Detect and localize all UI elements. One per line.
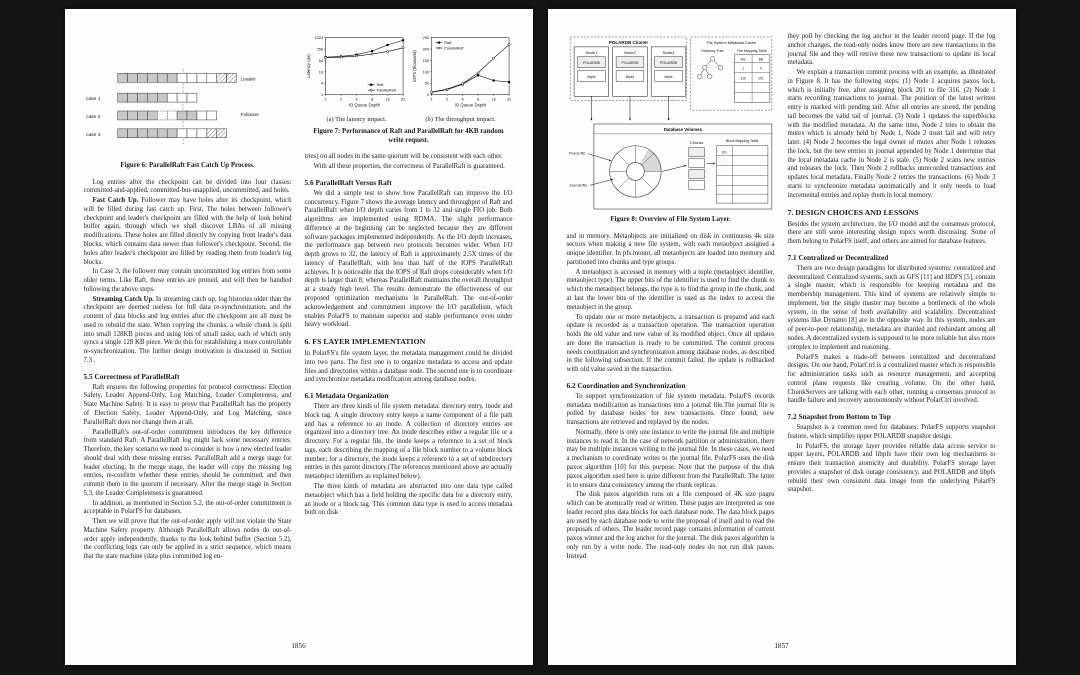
svg-text:4: 4 [320, 80, 323, 86]
polardb-label: POLARDB [620, 61, 638, 66]
section-heading: 6.2 Coordination and Synchronization [566, 380, 686, 390]
figure8-cache-label: File System Metadata Cache [706, 40, 756, 45]
page-1856 [65, 9, 533, 665]
svg-text:IOPS (thousand): IOPS (thousand) [411, 50, 417, 83]
svg-text:ParallelRaft: ParallelRaft [443, 46, 464, 51]
figure8-paxos-label: Paxos file [568, 151, 585, 156]
paragraph: ParallelRaft's out-of-order commitment introduces the key difference from standard Raft. A ParallelRaft log might lack some necessary entries. Therefore, the key scenario we need to consider is how a new elected leader should deal with these missing entries. ParallelRaft add a merge stage for leader electing. In the merge stage, the leader will copy the missing log entries, re-confirm whether these entries should be committed, and then commit them in the quorum if necessary. After the merge stage in Section 5.3, the Leader Completeness is guaranteed. [83, 428, 292, 497]
svg-text:ParallelRaft: ParallelRaft [376, 88, 396, 93]
svg-text:8: 8 [476, 96, 479, 102]
svg-text:50: 50 [424, 80, 429, 86]
bmt-cell: … [722, 160, 726, 165]
svg-text:4: 4 [460, 96, 464, 102]
svg-text:Raft: Raft [376, 83, 383, 88]
svg-text:IO Queue Depth: IO Queue Depth [348, 102, 380, 108]
libpfs-label: libpfs [663, 75, 673, 80]
page1857-column-right [788, 33, 996, 562]
figure8-cluster-label: POLARDB Cluster [608, 39, 648, 45]
svg-text:16: 16 [384, 96, 390, 102]
page1857-column-left [567, 33, 775, 562]
page-1857 [548, 9, 1016, 665]
figure8-fmt-label: File Mapping Table [736, 48, 767, 53]
section-heading: 6.1 Metadata Organization [304, 391, 389, 401]
svg-text:0: 0 [426, 92, 429, 98]
polardb-label: POLARDB [582, 61, 600, 66]
svg-text:Latency (us): Latency (us) [305, 54, 311, 78]
fmt-cell: 201 [757, 76, 764, 81]
fmt-header-blk: Blk [758, 57, 763, 62]
figure8-node2 [612, 47, 647, 120]
paragraph: There are two design paradigms for distributed systems: centralized and decentralized. Centralized systems, such as GFS [11] and HDFS [5], contain a single master, which is responsible for keeping metadata and the membership management. This kind of systems are relatively simple to implement, but the single master may become a bottleneck of the whole system, in the sense of both availability and scalability. Decentralized systems like Dynamo [8] are in the opposite way. In this system, nodes are of peer-to-peer relationship, metadata are sharded and redundant among all nodes. A decentralized system is supposed to be more reliable but also more complex to implement and reasoning. [787, 264, 996, 351]
section-heading: 7.1 Centralized or Decentralized [787, 252, 889, 262]
page1856-column-left [84, 33, 292, 563]
paragraph: To support synchronization of file system metadata, PolarFS records metadata modification as transactions into a journal file.The journal file is polled by database nodes for new transactions. Once found, new transactions are retrieved and replayed by the nodes. [566, 392, 775, 427]
figure-7-caption: Figure 7: Performance of Raft and ParallelRaft for 4KB random write request. [313, 128, 504, 144]
paragraph: Then we will prove that the out-of-order apply will not violate the State Machine Safety property. Although ParallelRaft allows nodes do out-of-order apply independently, thanks to the look behind buffer (Section 5.2), the conflicting logs can only be applied in a strict sequence, which means that the state machine (data plus committed log en- [83, 518, 292, 561]
svg-text:8: 8 [370, 96, 373, 102]
paragraph: The three kinds of metadata are abstracted into one data type called metaobject which has a field holding the specific data for a directory entry, an inode or a block tag. This common data type is used to access metadata both on disk [304, 482, 513, 517]
svg-text:1: 1 [324, 96, 327, 102]
figure8-chunks-label: Chunks [689, 139, 703, 145]
svg-text:2: 2 [445, 96, 448, 102]
figure-6 [84, 67, 292, 171]
figure-7b-subcaption: (b) The throughput impact. [425, 116, 496, 123]
section-heading: 6. FS LAYER IMPLEMENTATION [304, 337, 426, 347]
svg-text:150: 150 [422, 57, 429, 63]
paragraph: We did a simple test to show how ParallelRaft can improve the I/O concurrency. Figure 7 shows the average latency and throughput of Raft and ParallelRaft when I/O depth varies from 1 to 32 and single FIO job. Both algorithms are implemented using RDMA. The slight performance difference at the beginning can be neglected because they are different software packages implemented independently. As the I/O depth increases, the performance gap between two protocols becomes wider. When I/O depth grows to 32, the latency of Raft is approximately 2.5X times of the latency of ParallelRaft, with less than half of the IOPS ParallelRaft achieves. It is noticeable that the IOPS of Raft drops considerably when I/O depth is larger than 8, whereas ParallelRaft maintains the overall throughput at a steady high level. The results demonstrate the effectiveness of our proposed optimization mechanisms in ParallelRaft. The out-of-order acknowledgement and commitment improve the I/O parallelism, which enables PolarFS to maintain superior and stable performance even under heavy workload. [304, 189, 513, 329]
paragraph: Normally, there is only one instance to write the journal file and multiple instances to read it. In the case of network partition or administration, there may be multiple instances writing to the journal file. In these cases, we need a mechanism to coordinate writes to the journal file. PolarFS uses the disk paxos algorithm [10] for this purpose. Note that the purpose of the disk paxos algorithm used here is quite different from the ParallelRaft. The latter is to ensure data consistency among the chunk replicas. [566, 428, 775, 489]
svg-text:4: 4 [354, 96, 358, 102]
paragraph: they poll by checking the log anchor in the leader record page. If the log anchor changes, the read-only nodes know there are new transactions in the journal file and they will retrive these new transactions to update its local metadata. [787, 33, 996, 67]
figure-7 [305, 33, 513, 145]
figure-8-caption: Figure 8: Overview of File System Layer. [610, 216, 731, 223]
svg-text:100: 100 [422, 69, 429, 75]
svg-text:32: 32 [506, 96, 511, 102]
figure6-leader-label: Leader [239, 77, 256, 83]
latency-chart [305, 33, 407, 115]
paragraph: In PolarFS, the storage layer provides reliable data access service to upper layers, POLARDB and libpfs have their own log mechanisms to ensure their transaction atomicity and durability. PolarFS storage layer provides a snapshot of disk outage consistency, and POLARDB and libpfs rebuild their own consistent data image from the underlying PolarFS snapshot. [787, 442, 996, 494]
paragraph: and in memory. Metaobjects are initialized on disk in continuous 4k size sectors when making a new file system, with each metaobject assigned a unique identifier. In pfs.mount, all metaobjects are loaded into memory and partitioned into chunks and type groups. [566, 232, 775, 266]
figure6-follower-label: Follower [239, 112, 259, 118]
paragraph: The disk paxos algorithm runs on a file composed of 4K size pages which can be atomically read or written. These pages are interpreted as one leader record plus data blocks for each database node. The data block pages are used by each database node to write the proposal of itself and to read the proposals of others. The leader record page contains information of current paxos winner and the log anchor for the journal. The disk paxos algorithm is only run by a write node. The read-only nodes do not run disk paxos. Instead [566, 491, 775, 560]
libpfs-label: libpfs [586, 75, 596, 80]
fmt-cell: 1 [741, 66, 744, 71]
text-column [788, 33, 996, 495]
paragraph: A metaobject is accessed in memory with a tuple (metaobject identifier, metaobject type). The upper bits of the identifier is used to find the chunk to which the metaobject belongs, the type is to find the group in the chunk, and at last the lower bits of the identifier is used as the index to access the metaobject in the group. [566, 268, 775, 311]
bmt-cell: 201 [721, 150, 727, 155]
page-number: 1856 [291, 642, 306, 650]
section-heading: 5.6 ParallelRaft Versus Raft [304, 177, 392, 187]
svg-text:250: 250 [422, 35, 429, 41]
figure6-case1-label: case 1 [85, 97, 101, 103]
paragraph: Log entries after the checkpoint can be divided into four classes: committed-and-applied, committed-but-unapplied, uncommitted, and holes. [83, 178, 292, 195]
paragraph: There are three kinds of file system metadata: directory entry, inode and block tag. A single directory entry keeps a name component of a file path and has a reference to an inode. A collection of directory entries are organized into a directory tree. An inode describes either a regular file or a directory. For a regular file, the inode keeps a reference to a set of block tags, each describing the mapping of a file block number to a volume block number; for a directory, the inode keeps a reference to a set of subdirectory entries in this parent directory.(The references mentioned above are actually metaobject identifiers as explained below). [304, 403, 513, 481]
figure8-node1 [574, 47, 609, 120]
svg-text:1: 1 [320, 92, 323, 98]
node1-label: Node1 [585, 49, 597, 55]
figure6-case3-label: case 3 [85, 132, 101, 138]
page1856-column-right [305, 33, 513, 563]
svg-text:16: 16 [318, 69, 323, 75]
section-heading: 7. DESIGN CHOICES AND LESSONS [787, 207, 919, 217]
text-column [305, 153, 513, 518]
fmt-cell: 4 [759, 66, 762, 71]
figure8-bmt-label: Block Mapping Table [725, 138, 759, 143]
paragraph: Snapshot is a common need for databases. PolarFS supports snapshot feature, which simplifies upper POLARDB snapshot design. [787, 424, 996, 440]
throughput-chart [411, 33, 513, 115]
figure-7-charts [305, 33, 513, 115]
polardb-label: POLARDB [659, 61, 677, 66]
paragraph: Streaming Catch Up. In streaming catch up, log histories older than the checkpoint are deemed useless for full data re-synchronization, and the content of data blocks and log entries after the checkpoint are all must be used to rebuild the state. When copying the chunks, a whole chunk is split into small 128KB pieces and using lots of small tasks, each of which only syncs a single 128 KB piece. We do this for establishing a more controllable re-synchronization. The further design motivation is discussed in Section 7.3 . [83, 295, 292, 364]
libpfs-label: libpfs [625, 75, 634, 80]
svg-text:Raft: Raft [443, 40, 451, 45]
paragraph: In PolarFS's file system layer, the metadata management could be divided into two parts. The first one is to organize metadata to access and update files and directories within a database node. The second one is to coordinate and synchronize metadata modification among database nodes. [304, 350, 513, 384]
figure-8 [567, 35, 775, 225]
svg-text:1: 1 [430, 96, 433, 102]
fmt-header-file: File [740, 57, 746, 62]
svg-text:200: 200 [422, 46, 429, 52]
text-column [567, 233, 775, 562]
svg-text:2: 2 [339, 96, 342, 102]
page-number: 1857 [774, 642, 789, 650]
figure6-case2-label: case 2 [85, 114, 101, 120]
figure8-node3 [651, 47, 686, 120]
svg-text:IO Queue Depth: IO Queue Depth [454, 102, 486, 108]
paragraph: tries) on all nodes in the same quorum will be consistent with each other. [304, 153, 503, 161]
paragraph: In Case 3, the follower may contain uncommitted log entries from some older terms. Like Raft, these entries are pruned, and will then be handled following the above steps. [83, 268, 292, 293]
figure-6-caption: Figure 6: ParallelRaft Fast Catch Up Process. [120, 162, 255, 169]
node3-label: Node3 [662, 49, 674, 55]
svg-text:64: 64 [318, 57, 323, 63]
fmt-cell: 316 [740, 76, 746, 81]
text-column [84, 179, 292, 562]
figure8-journal-label: Journal file [568, 183, 587, 188]
svg-text:256: 256 [316, 46, 323, 52]
svg-text:16: 16 [490, 96, 496, 102]
figure8-volumes-label: Database Volumes [663, 126, 702, 132]
svg-text:1024: 1024 [313, 35, 323, 41]
paragraph: We explain a transaction commit process with an example, as illustrated in Figure 8. It has the following steps: (1) Node 1 acquires paxos lock, which is initially free, after assigning block 201 to file 316. (2) Node 1 starts recording transactions to journal. The position of the latest written entry is marked with pending tail. After all entries are stored, the pending tail becomes the valid tail of journal. (3) Node 1 updates the superblocks with the modified metadata. At the same time, Node 2 tries to obtain the mutex which is already held by Node 1, Node 2 must fail and will retry later. (4) Node 2 becomes the legal owner of mutex after Node 1 releases the lock, but the new entries in journal appended by Node 1 determine that the local metadata cache in Node 2 is stale. (5) Node 2 scans new entries and releases the lock. Then Node 2 rollbacks unrecorded transactions and updates local metadata. Finally Node 2 retries the transactions. (6) Node 3 starts to synchronize metadata automatically and it only needs to load incremental entries and replay them in local memory. [787, 69, 996, 199]
figure-7a-subcaption: (a) The latency impact. [326, 116, 387, 123]
figure8-dirtree-label: Directory Tree [700, 48, 724, 53]
paragraph: Raft ensures the following properties for protocol correctness: Election Safety, Leader Append-Only, Log Matching, Leader Completeness, and State Machine Safety. It is easy to prove that ParallelRaft has the property of Election Safety, Leader Append-Only, and Log Matching, since ParallelRaft does not change them at all. [83, 383, 292, 426]
figure-8-diagram [568, 35, 774, 211]
figure-6-diagram [84, 67, 290, 157]
paragraph: Fast Catch Up. Follower may have holes after its checkpoint, which will be filled during fast catch up. First, The holes between follower's checkpoint and leader's checkpoint are filled with the help of look behind buffer again, through which we shall discover LBAs of all missing modifications. These holes are filled directly by copying from leader's data blocks, which contains data newer than follower's checkpoint. Second, the holes after leader's checkpoint are filled by reading them from leader's log blocks. [83, 197, 292, 266]
section-heading: 7.2 Snapshot from Bottom to Top [787, 412, 891, 422]
paragraph: PolarFS makes a trade-off between centralized and decentralized designs. On one hand, PolarCtrl is a centralized master which is responsible for administration tasks such as resource management, and accepting control plane requests like creating volume. On the other hand, ChunkServers are talking with each other, running a consensus protocol to handle failure and recovery autonomously without PolarCtrl involved. [787, 353, 996, 405]
paragraph: Besides the system architecture, the I/O model and the consensus protocol, there are still some interesting design topics worth discussing. Some of them belong to PolarFS itself, and others are aimed for database features. [787, 220, 996, 246]
section-heading: 5.5 Correctness of ParallelRaft [83, 371, 180, 381]
fmt-cell: … [758, 86, 763, 91]
paragraph: In addition, as mentioned in Section 5.2, the out-of-order commitment is acceptable in PolarFS for databases. [83, 499, 292, 516]
svg-text:32: 32 [400, 96, 405, 102]
paragraph: To update one or more metaobjects, a transaction is prepared and each update is recorded as a transaction operation. The transaction operation holds the old value and new value of its modified object. Once all updates are done the transaction is ready to be committed. The commit process needs coordination and synchronization among database nodes, as described in the following subsection. If the commit failed, the update is rollbacked with old value saved in the transaction. [566, 313, 775, 374]
fmt-cell: … [741, 86, 745, 91]
node2-label: Node2 [623, 49, 636, 55]
paragraph: With all these properties, the correctness of ParallelRaft is guaranteed. [313, 163, 505, 171]
